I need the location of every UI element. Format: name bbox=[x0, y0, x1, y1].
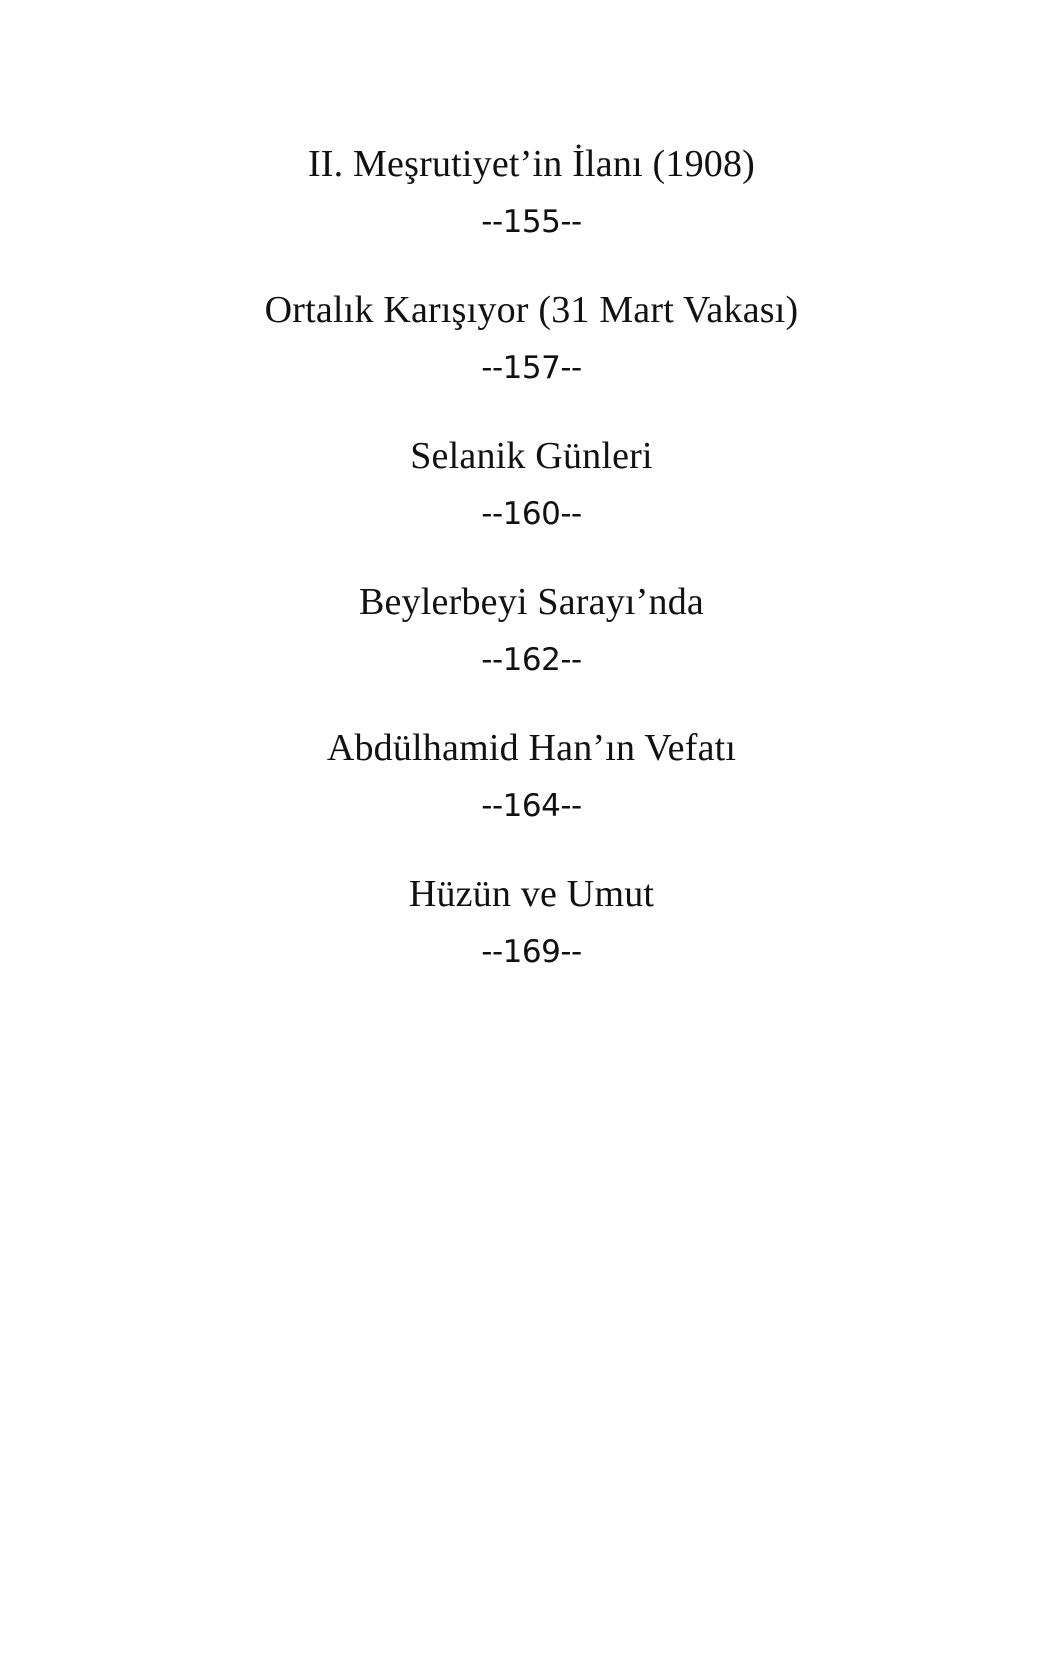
toc-entry bbox=[0, 578, 1063, 724]
toc-entry bbox=[0, 140, 1063, 286]
toc-entry-title: Ortalık Karışıyor (31 Mart Vakası) bbox=[264, 289, 799, 331]
table-of-contents bbox=[0, 140, 1063, 1016]
toc-entry-page-number: --160-- bbox=[481, 496, 582, 532]
toc-entry bbox=[0, 286, 1063, 432]
toc-entry-page-number: --155-- bbox=[481, 204, 582, 240]
toc-entry bbox=[0, 724, 1063, 870]
toc-entry-title: Abdülhamid Han’ın Vefatı bbox=[326, 727, 737, 769]
toc-entry-title: Beylerbeyi Sarayı’nda bbox=[358, 581, 704, 623]
toc-entry-page-number: --169-- bbox=[481, 934, 582, 970]
toc-entry bbox=[0, 432, 1063, 578]
toc-entry-title: II. Meşrutiyet’in İlanı (1908) bbox=[307, 143, 756, 185]
toc-entry-title: Hüzün ve Umut bbox=[408, 873, 655, 915]
toc-entry-page-number: --164-- bbox=[481, 788, 582, 824]
toc-entry-title: Selanik Günleri bbox=[410, 435, 653, 477]
toc-entry bbox=[0, 870, 1063, 1016]
toc-entry-page-number: --157-- bbox=[481, 350, 582, 386]
toc-entry-page-number: --162-- bbox=[481, 642, 582, 678]
